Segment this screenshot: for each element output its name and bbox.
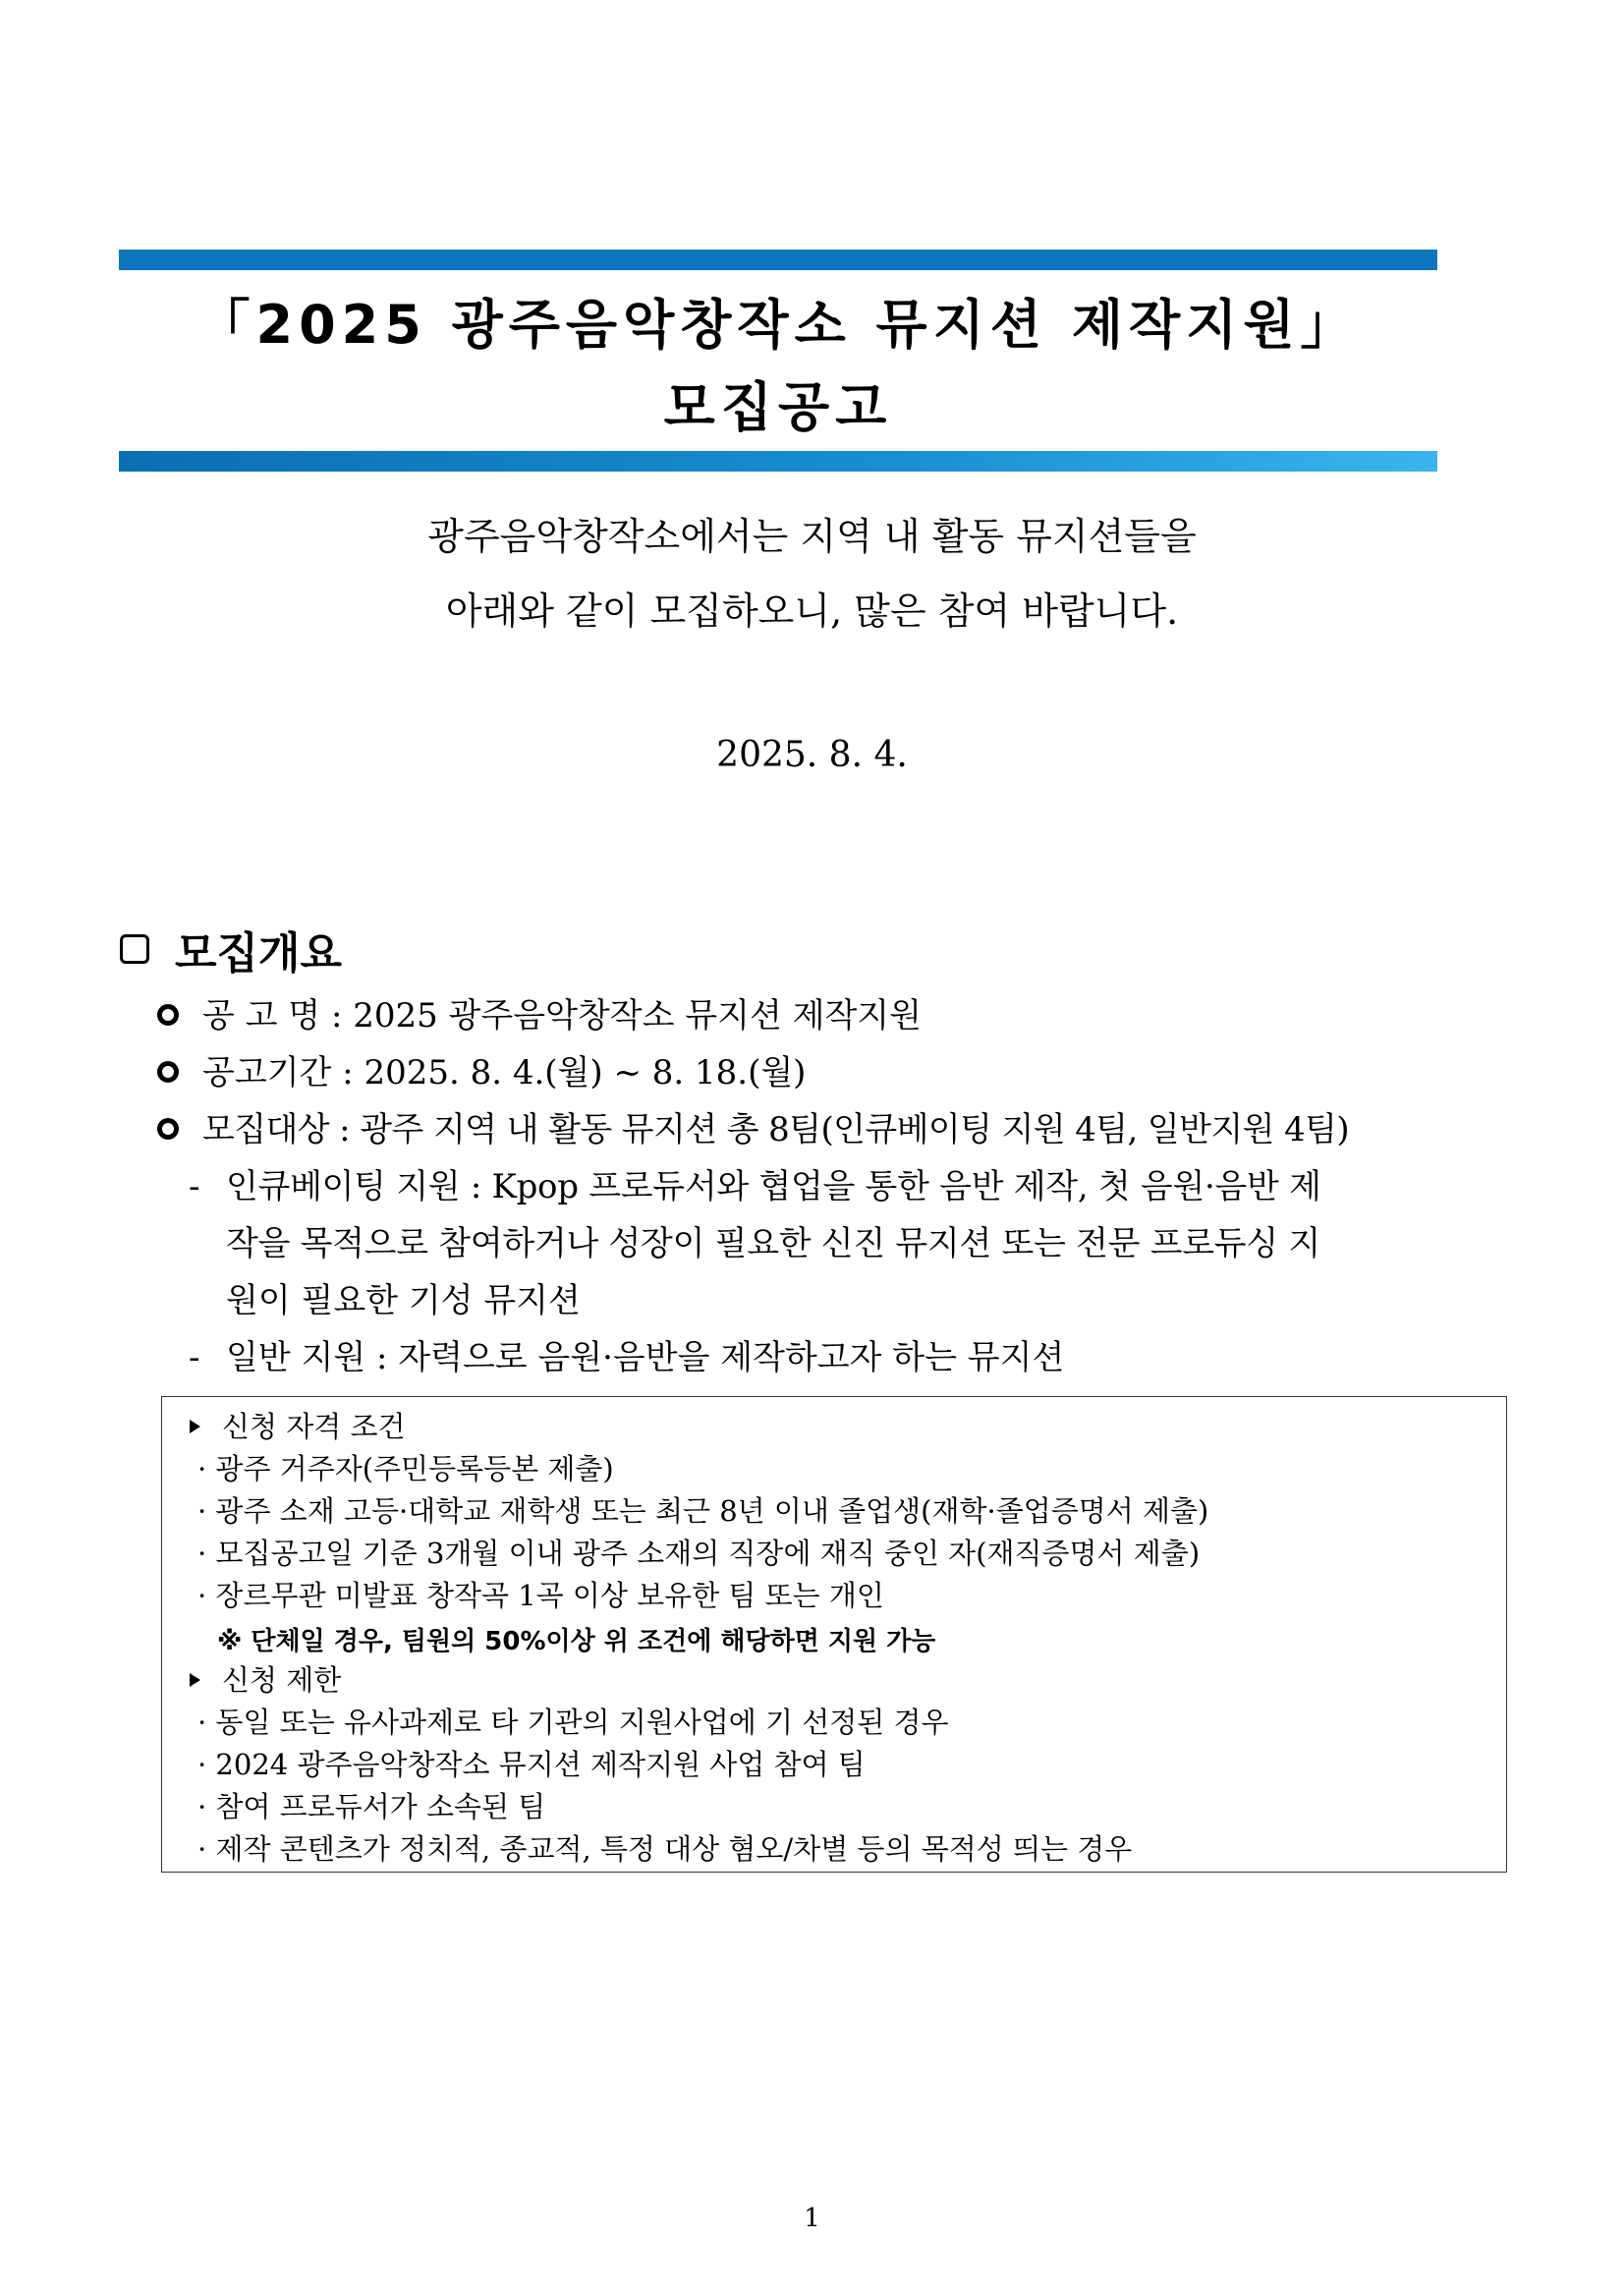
section-heading [120,918,342,980]
circle-bullet-icon [157,1004,179,1026]
triangle-bullet-icon [190,1673,200,1687]
sub-list-item: - 인큐베이팅 지원 : Kpop 프로듀서와 협업을 통한 음반 제작, 첫 음원·음반 제 [189,1167,1321,1206]
sub-list-item-continued: 원이 필요한 기성 뮤지션 [226,1281,581,1320]
page-number: 1 [804,2204,820,2233]
dash-bullet: - [189,1167,200,1206]
restriction-title: 신청 제한 [190,1658,341,1699]
restriction-item: · 2024 광주음악창작소 뮤지션 제작지원 사업 참여 팀 [197,1748,866,1781]
sub-list-item-continued: 작을 목적으로 참여하거나 성장이 필요한 신진 뮤지션 또는 전문 프로듀싱 지 [226,1224,1320,1263]
intro-line-2: 아래와 같이 모집하오니, 많은 참여 바랍니다. [445,589,1179,633]
intro-line-1: 광주음악창작소에서는 지역 내 활동 뮤지션들을 [427,515,1197,558]
circle-bullet-icon [157,1118,179,1140]
eligibility-title: 신청 자격 조건 [190,1405,406,1445]
announcement-date: 2025. 8. 4. [716,735,908,775]
restriction-item: · 참여 프로듀서가 소속된 팀 [197,1790,546,1823]
section-heading-text: 모집개요 [175,928,343,979]
eligibility-item: · 장르무관 미발표 창작곡 1곡 이상 보유한 팀 또는 개인 [197,1579,884,1612]
doc-title: 「2025 광주음악창작소 뮤지션 제작지원」 [196,294,1360,356]
eligibility-item: · 광주 소재 고등·대학교 재학생 또는 최근 8년 이내 졸업생(재학·졸업증명서 제출) [197,1494,1209,1528]
list-item: 공 고 명 : 2025 광주음악창작소 뮤지션 제작지원 [157,988,922,1036]
title-bottom-bar [119,451,1437,472]
dash-bullet: - [189,1338,200,1377]
eligibility-item: · 광주 거주자(주민등록등본 제출) [197,1452,614,1485]
list-item: 모집대상 : 광주 지역 내 활동 뮤지션 총 8팀(인큐베이팅 지원 4팀, 일반지원 4팀) [157,1102,1349,1150]
sub-list-item: - 일반 지원 : 자력으로 음원·음반을 제작하고자 하는 뮤지션 [189,1338,1065,1377]
doc-title-sub: 모집공고 [663,376,893,438]
restriction-item: · 동일 또는 유사과제로 타 기관의 지원사업에 기 선정된 경우 [197,1706,949,1739]
restriction-item: · 제작 콘텐츠가 정치적, 종교적, 특정 대상 혐오/차별 등의 목적성 띄는 경우 [197,1832,1133,1866]
triangle-bullet-icon [190,1420,200,1433]
group-note: ※ 단체일 경우, 팀원의 50%이상 위 조건에 해당하면 지원 가능 [217,1627,936,1656]
conditions-box [161,1396,1507,1873]
square-bullet-icon [120,934,149,964]
title-top-bar [119,250,1437,270]
list-item: 공고기간 : 2025. 8. 4.(월) ~ 8. 18.(월) [157,1045,806,1093]
eligibility-item: · 모집공고일 기준 3개월 이내 광주 소재의 직장에 재직 중인 자(재직증명서 제출) [197,1537,1201,1570]
circle-bullet-icon [157,1061,179,1083]
